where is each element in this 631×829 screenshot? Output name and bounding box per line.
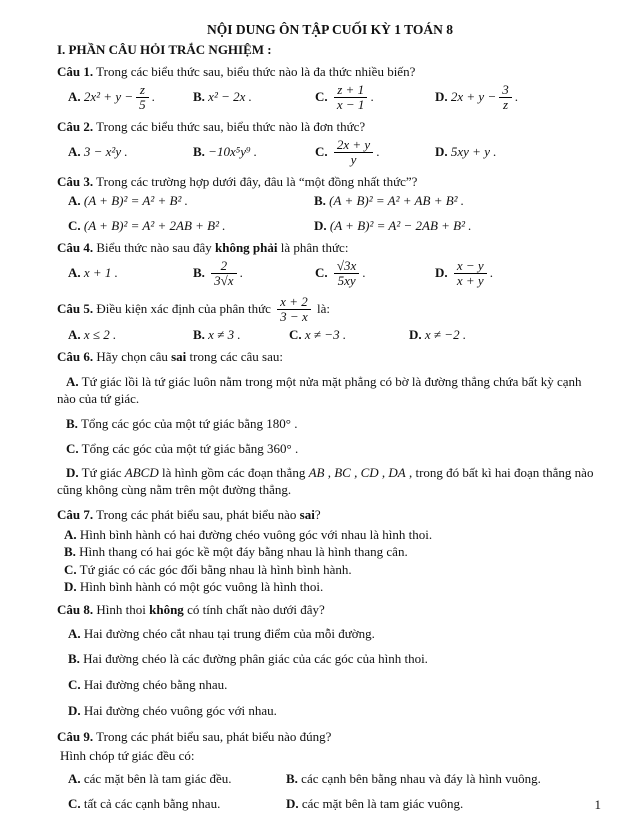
option-a [68, 626, 603, 643]
option-text: là hình gồm các đoạn thẳng [158, 465, 309, 481]
question-6-text: trong các câu sau: [186, 348, 283, 364]
question-9-stem [57, 729, 603, 746]
page-number: 1 [594, 797, 601, 812]
option-a [68, 265, 193, 281]
question-1-text: Trong các biểu thức sau, biểu thức nào là đa thức nhiều biến? [96, 64, 416, 79]
option-d [314, 218, 472, 234]
option-text: Tổng các góc của một tứ giác bằng 180° . [80, 415, 298, 431]
question-2-text: Trong các biểu thức sau, biểu thức nào là đơn thức? [96, 118, 366, 134]
option-label: B. [286, 771, 298, 787]
option-a [64, 526, 603, 543]
option-label: B. [193, 143, 205, 159]
option-label: B. [193, 326, 205, 342]
question-7-stem [57, 507, 603, 524]
question-7 [57, 507, 603, 596]
option-c [315, 83, 435, 113]
option-c [289, 327, 409, 343]
question-3 [57, 174, 603, 234]
question-1-stem [57, 64, 603, 81]
math-expression: . [239, 264, 243, 280]
option-b [57, 416, 603, 433]
fraction-denominator: 5 [139, 97, 146, 113]
question-2-number: Câu 2. [57, 118, 94, 134]
option-a [57, 374, 603, 408]
question-8-text: có tính chất nào dưới đây? [183, 601, 325, 617]
section-heading: I. PHẦN CÂU HỎI TRẮC NGHIỆM : [57, 42, 272, 57]
math-expression: 3 − x²y . [83, 143, 128, 159]
option-text: Hai đường chéo cắt nhau tại trung điểm của mỗi đường. [83, 625, 375, 641]
question-5 [57, 295, 603, 343]
fraction-numerator: z [136, 83, 149, 99]
question-9-text: Trong các phát biểu sau, phát biểu nào đúng? [96, 729, 332, 745]
option-label: B. [64, 544, 76, 560]
option-d [435, 259, 493, 289]
fraction-denominator: 3 − x [280, 309, 308, 325]
fraction-numerator: x + 2 [277, 295, 311, 311]
option-label: C. [68, 217, 81, 233]
option-c [57, 441, 603, 458]
option-label: A. [68, 192, 81, 208]
option-text: các mặt bên là tam giác vuông. [301, 796, 464, 812]
option-text: Tổng các góc của một tứ giác bằng 360° . [81, 440, 299, 456]
option-c [68, 218, 314, 234]
question-1-number: Câu 1. [57, 64, 94, 79]
fraction [211, 259, 236, 289]
option-label: A. [68, 771, 81, 787]
math-expression: 2x² + y − [83, 88, 134, 104]
option-text: Hình bình hành có hai đường chéo vuông góc với nhau là hình thoi. [79, 527, 433, 543]
option-label: B. [193, 264, 205, 280]
math-expression: (A + B)² = A² + AB + B² . [329, 192, 465, 208]
option-b [193, 144, 315, 160]
question-6-bold-text: sai [171, 348, 187, 364]
option-label: A. [68, 143, 81, 159]
fraction-numerator: z + 1 [334, 83, 368, 99]
question-6-stem [57, 349, 603, 366]
math-expression: x ≠ −2 . [424, 326, 467, 342]
fraction-denominator: y [350, 152, 357, 168]
question-4 [57, 240, 603, 289]
fraction [499, 83, 512, 113]
question-8-text: Hình thoi [96, 601, 150, 617]
question-1-options [68, 83, 603, 113]
option-label: B. [66, 415, 78, 431]
option-d [409, 327, 466, 343]
fraction-denominator: 3√x [214, 273, 234, 289]
option-label: C. [289, 326, 302, 342]
math-expression: 5xy + y . [450, 143, 497, 159]
fraction [136, 83, 149, 113]
question-1 [57, 64, 603, 113]
option-b [193, 89, 315, 105]
option-a [68, 193, 314, 209]
option-text: Hình thang có hai góc kề một đáy bằng nhau là hình thang cân. [79, 544, 408, 560]
option-c [68, 677, 603, 694]
option-a [68, 83, 193, 113]
question-3-options-row-1 [68, 193, 603, 209]
math-expression: . [370, 88, 374, 104]
option-text: Hai đường chéo bằng nhau. [83, 677, 228, 693]
math-expression: (A + B)² = A² − 2AB + B² . [329, 217, 472, 233]
option-d [64, 578, 603, 595]
option-d [57, 465, 603, 499]
question-2-options [68, 138, 603, 168]
option-text: Hai đường chéo là các đường phân giác của các góc của hình thoi. [83, 651, 428, 667]
question-8-stem [57, 602, 603, 619]
option-c [68, 796, 286, 812]
fraction [454, 259, 487, 289]
math-expression: 2x + y − [450, 88, 497, 104]
math-expression: x ≠ −3 . [304, 326, 347, 342]
fraction-numerator: 3 [499, 83, 512, 99]
fraction [334, 138, 373, 168]
question-4-options [68, 259, 603, 289]
question-6 [57, 349, 603, 499]
fraction-numerator: 2x + y [334, 138, 373, 154]
fraction-numerator: 2 [211, 259, 236, 275]
option-c [64, 561, 603, 578]
math-expression: (A + B)² = A² + 2AB + B² . [83, 217, 226, 233]
option-c [315, 259, 435, 289]
question-3-stem [57, 174, 603, 191]
math-expression: x ≠ 3 . [208, 326, 241, 342]
option-label: A. [68, 326, 81, 342]
option-label: A. [64, 527, 77, 543]
fraction-denominator: x + y [456, 273, 484, 289]
fraction-numerator: x − y [454, 259, 487, 275]
option-b [68, 651, 603, 668]
math-expression: . [362, 264, 366, 280]
option-text: Hình bình hành có một góc vuông là hình thoi. [79, 579, 324, 595]
option-label: B. [314, 192, 326, 208]
option-d [435, 144, 496, 160]
question-2-stem [57, 119, 603, 136]
option-b [193, 259, 315, 289]
option-d [286, 796, 463, 812]
question-8 [57, 602, 603, 720]
math-expression: . [514, 88, 518, 104]
option-label: B. [68, 651, 80, 667]
option-c [315, 138, 435, 168]
option-label: A. [68, 625, 81, 641]
option-text: Tứ giác lồi là tứ giác luôn nằm trong một nửa mặt phẳng có bờ là đường thẳng chứa bất kỳ cạnh nào của tứ giác. [57, 373, 582, 406]
question-8-number: Câu 8. [57, 601, 94, 617]
option-label: C. [66, 440, 79, 456]
question-8-bold-text: không [149, 601, 184, 617]
option-label: D. [68, 703, 81, 719]
option-label: C. [64, 561, 77, 577]
question-7-text: Trong các phát biểu sau, phát biểu nào [96, 507, 300, 523]
option-b [193, 327, 289, 343]
option-a [68, 144, 193, 160]
math-expression: . [376, 143, 380, 159]
fraction-denominator: x − 1 [336, 97, 365, 113]
math-expression: x + 1 . [83, 264, 118, 280]
option-label: C. [315, 143, 328, 159]
math-expression: x² − 2x . [208, 88, 252, 104]
math-expression: (A + B)² = A² + B² . [83, 192, 188, 208]
option-label: D. [409, 326, 422, 342]
option-label: C. [315, 88, 328, 104]
question-4-number: Câu 4. [57, 239, 94, 255]
question-2 [57, 119, 603, 168]
fraction-denominator: 5xy [337, 273, 356, 289]
math-expression: ABCD [124, 465, 159, 481]
option-d [68, 703, 603, 720]
option-label: D. [435, 88, 448, 104]
question-9-options-row-1 [68, 771, 603, 787]
math-expression: −10x⁵y⁹ . [208, 143, 258, 159]
option-text: các cạnh bên bằng nhau và đáy là hình vuông. [301, 771, 541, 787]
option-text: tất cả các cạnh bằng nhau. [83, 796, 221, 812]
option-label: D. [64, 579, 77, 595]
option-label: A. [68, 88, 81, 104]
question-5-text: Điều kiện xác định của phân thức [96, 300, 275, 316]
question-5-number: Câu 5. [57, 300, 94, 316]
question-4-text: là phân thức: [277, 239, 349, 255]
option-text: Hai đường chéo vuông góc với nhau. [83, 703, 277, 719]
fraction-denominator: z [502, 97, 509, 113]
question-5-options [68, 327, 603, 343]
option-text: các mặt bên là tam giác đều. [83, 771, 232, 787]
question-7-text: ? [314, 507, 321, 523]
option-b [64, 543, 603, 560]
option-b [314, 193, 464, 209]
question-4-bold-text: không phải [214, 239, 278, 255]
option-b [286, 771, 541, 787]
option-label: A. [68, 264, 81, 280]
option-text: , trong đó bất kì hai đoạn thẳng nào cũng không cùng nằm trên một đường thẳng. [57, 465, 594, 498]
option-d [435, 83, 518, 113]
math-expression: . [489, 264, 493, 280]
option-text: Tứ giác có các góc đối bằng nhau là hình bình hành. [79, 561, 352, 577]
option-label: B. [193, 88, 205, 104]
question-3-number: Câu 3. [57, 173, 94, 189]
math-expression: AB , BC , CD , DA [308, 465, 406, 481]
option-label: A. [66, 373, 79, 389]
option-label: D. [435, 264, 448, 280]
math-expression: x ≤ 2 . [83, 326, 117, 342]
option-label: C. [68, 796, 81, 812]
fraction-numerator: √3x [334, 259, 359, 275]
question-7-number: Câu 7. [57, 507, 94, 523]
option-label: C. [315, 264, 328, 280]
option-label: D. [286, 796, 299, 812]
question-4-stem [57, 240, 603, 257]
question-9-number: Câu 9. [57, 729, 94, 745]
question-5-stem [57, 295, 603, 325]
fraction [334, 259, 359, 289]
question-6-number: Câu 6. [57, 348, 94, 364]
option-text: Tứ giác [81, 465, 125, 481]
option-label: D. [435, 143, 448, 159]
question-4-text: Biểu thức nào sau đây [96, 239, 215, 255]
question-5-text: là: [313, 300, 330, 316]
fraction [277, 295, 311, 325]
question-3-options-row-2 [68, 218, 603, 234]
fraction [334, 83, 368, 113]
option-label: D. [66, 465, 79, 481]
option-label: D. [314, 217, 327, 233]
math-expression: . [151, 88, 155, 104]
question-3-text: Trong các trường hợp dưới đây, đâu là “một đồng nhất thức”? [96, 173, 418, 189]
page-title: NỘI DUNG ÔN TẬP CUỐI KỲ 1 TOÁN 8 [206, 22, 454, 37]
question-7-bold-text: sai [299, 507, 315, 523]
option-label: C. [68, 677, 81, 693]
question-6-text: Hãy chọn câu [96, 348, 172, 364]
option-a [68, 327, 193, 343]
option-a [68, 771, 286, 787]
question-9-intro: Hình chóp tứ giác đều có: [60, 748, 195, 764]
question-9 [57, 729, 603, 812]
question-9-options-row-2 [68, 796, 603, 812]
